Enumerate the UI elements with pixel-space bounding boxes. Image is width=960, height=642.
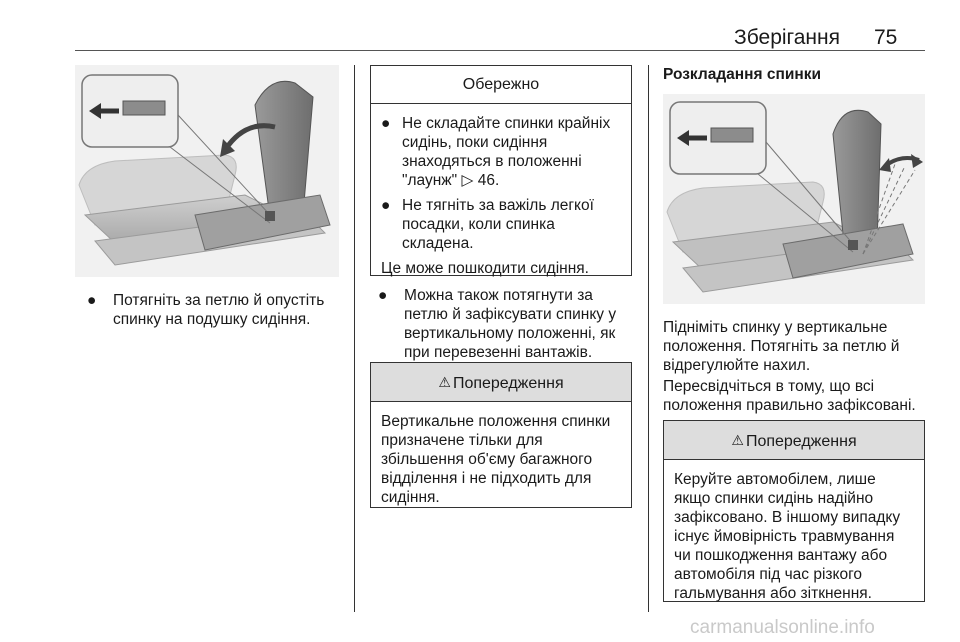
warning-body-1	[371, 402, 631, 507]
column-divider-1	[354, 65, 355, 612]
upright-instruction-text: Можна також потягнути за петлю й зафіксувати спинку у вертикальному положенні, як при перевезенні вантажів.	[404, 287, 617, 361]
fold-instruction-bullet	[87, 291, 343, 329]
page-number: 75	[874, 26, 898, 49]
warning-header-2	[664, 421, 924, 460]
warning-body-2	[664, 460, 924, 603]
warning-text-1: Вертикальне положення спинки призначене тільки для збільшення об'єму багажного відділення і не підходить для сидіння.	[381, 413, 611, 506]
warning-triangle-icon: ⚠	[731, 432, 744, 448]
fold-instruction-text: Потягніть за петлю й опустіть спинку на подушку сидіння.	[113, 292, 325, 328]
column-divider-2	[648, 65, 649, 612]
warning-text-2: Керуйте автомобілем, лише якщо спинки сидінь надійно зафіксовано. В іншому випадку існує ймовірність травмування чи пошкодження вантажу або автомобіля під час різкого гальмування або зіткнення.	[674, 471, 901, 602]
seat-raise-illustration	[663, 94, 925, 304]
upright-instruction-bullet	[378, 286, 634, 362]
bullet-dot: ●	[381, 115, 391, 132]
watermark: carmanualsonline.info	[690, 617, 875, 638]
triangle-ref-icon: ▷	[461, 172, 474, 189]
caution-bullet-1-text: Не складайте спинки крайніх сидінь, поки сидіння знаходяться в положенні "лаунж"	[402, 115, 611, 189]
page-header-title: Зберігання	[734, 26, 840, 49]
caution-bullet-2	[381, 196, 621, 253]
warning-header-1	[371, 363, 631, 402]
caution-bullet-1	[381, 114, 621, 190]
caution-title: Обережно	[371, 66, 631, 104]
page-ref-number: 46.	[477, 172, 500, 189]
warning-title-2: Попередження	[745, 433, 857, 450]
section-heading: Розкладання спинки	[663, 66, 822, 83]
warning-triangle-icon: ⚠	[438, 374, 451, 390]
verify-instruction-text: Пересвідчіться в тому, що всі положення правильно зафіксовані.	[663, 378, 916, 414]
header-divider	[75, 50, 925, 51]
raise-instruction-text: Підніміть спинку у вертикальне положення. Потягніть за петлю й відрегулюйте нахил.	[663, 319, 900, 374]
caution-box	[370, 65, 632, 276]
caution-note: Це може пошкодити сидіння.	[381, 260, 589, 277]
caution-bullet-2-text: Не тягніть за важіль легкої посадки, коли спинка складена.	[402, 197, 594, 252]
bullet-dot: ●	[87, 292, 97, 309]
bullet-dot: ●	[378, 287, 388, 304]
bullet-dot: ●	[381, 197, 391, 214]
caution-body	[371, 114, 631, 278]
warning-box-2	[663, 420, 925, 602]
warning-box-1	[370, 362, 632, 508]
warning-title-1: Попередження	[452, 375, 564, 392]
seat-fold-illustration	[75, 65, 339, 277]
